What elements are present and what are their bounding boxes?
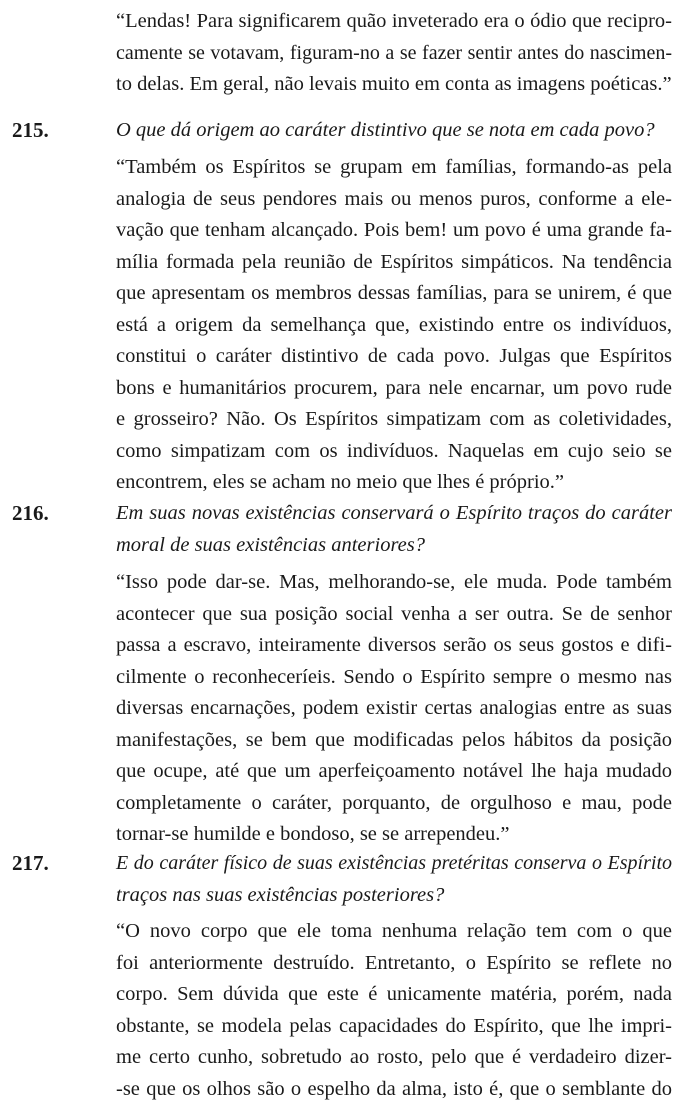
text-line: que ocupe, até que um aperfeiçoamento notável lhe haja mudado [116, 756, 672, 788]
text-line: “Isso pode dar-se. Mas, melhorando-se, ele muda. Pode também [116, 567, 672, 599]
text-line: diversas encarnações, podem existir certas analogias entre as suas [116, 693, 672, 725]
text-line: vação que tenham alcançado. Pois bem! um povo é uma grande fa- [116, 215, 672, 247]
text-line: está a origem da semelhança que, existindo entre os indivíduos, [116, 310, 672, 342]
text-line: acontecer que sua posição social venha a ser outra. Se de senhor [116, 599, 672, 631]
text-line: mília formada pela reunião de Espíritos simpáticos. Na tendência [116, 247, 672, 279]
text-line: “O novo corpo que ele toma nenhuma relação tem com o que [116, 916, 672, 948]
text-line: E do caráter físico de suas existências pretéritas conserva o Espírito [116, 848, 672, 880]
text-line: foi anteriormente destruído. Entretanto, o Espírito se reflete no [116, 948, 672, 980]
text-line: moral de suas existências anteriores? [116, 530, 672, 562]
text-line: completamente o caráter, porquanto, de orgulhoso e mau, pode [116, 788, 672, 820]
text-line: “Lendas! Para significarem quão inveterado era o ódio que recipro- [116, 6, 672, 38]
text-line: que apresentam os membros dessas famílias, para se unirem, é que [116, 278, 672, 310]
text-line: passa a escravo, inteiramente diversos serão os seus gostos e difi- [116, 630, 672, 662]
text-line: analogia de seus pendores mais ou menos puros, conforme a ele- [116, 184, 672, 216]
text-line: me certo cunho, sobretudo ao rosto, pelo que é verdadeiro dizer- [116, 1042, 672, 1074]
text-line: e grosseiro? Não. Os Espíritos simpatizam com as coletividades, [116, 404, 672, 436]
text-line: -se que os olhos são o espelho da alma, isto é, que o semblante do [116, 1074, 672, 1105]
question-text [116, 115, 672, 147]
question-number: 215. [12, 115, 49, 147]
text-line: “Também os Espíritos se grupam em famílias, formando-as pela [116, 152, 672, 184]
text-line: Em suas novas existências conservará o Espírito traços do caráter [116, 498, 672, 530]
answer-paragraph [116, 916, 672, 1105]
text-line: manifestações, se bem que modificadas pelos hábitos da posição [116, 725, 672, 757]
text-line: encontrem, eles se acham no meio que lhes é próprio.” [116, 467, 672, 499]
question-number: 216. [12, 498, 49, 530]
text-line: to delas. Em geral, não levais muito em conta as imagens poéticas.” [116, 69, 672, 101]
text-line: traços nas suas existências posteriores? [116, 880, 672, 912]
text-line: camente se votavam, figuram-no a se fazer sentir antes do nascimen- [116, 38, 672, 70]
question-number: 217. [12, 848, 49, 880]
text-line: cilmente o reconheceríeis. Sendo o Espírito sempre o mesmo nas [116, 662, 672, 694]
text-line: O que dá origem ao caráter distintivo que se nota em cada povo? [116, 115, 672, 147]
text-line: tornar-se humilde e bondoso, se se arrependeu.” [116, 819, 672, 851]
text-line: constitui o caráter distintivo de cada povo. Julgas que Espíritos [116, 341, 672, 373]
question-text [116, 498, 672, 561]
text-line: como simpatizam com os indivíduos. Naquelas em cujo seio se [116, 436, 672, 468]
answer-paragraph [116, 567, 672, 851]
question-text [116, 848, 672, 911]
intro-paragraph [116, 6, 672, 101]
text-line: corpo. Sem dúvida que este é unicamente matéria, porém, nada [116, 979, 672, 1011]
text-line: obstante, se modela pelas capacidades do Espírito, que lhe impri- [116, 1011, 672, 1043]
answer-paragraph [116, 152, 672, 499]
text-line: bons e humanitários procurem, para nele encarnar, um povo rude [116, 373, 672, 405]
